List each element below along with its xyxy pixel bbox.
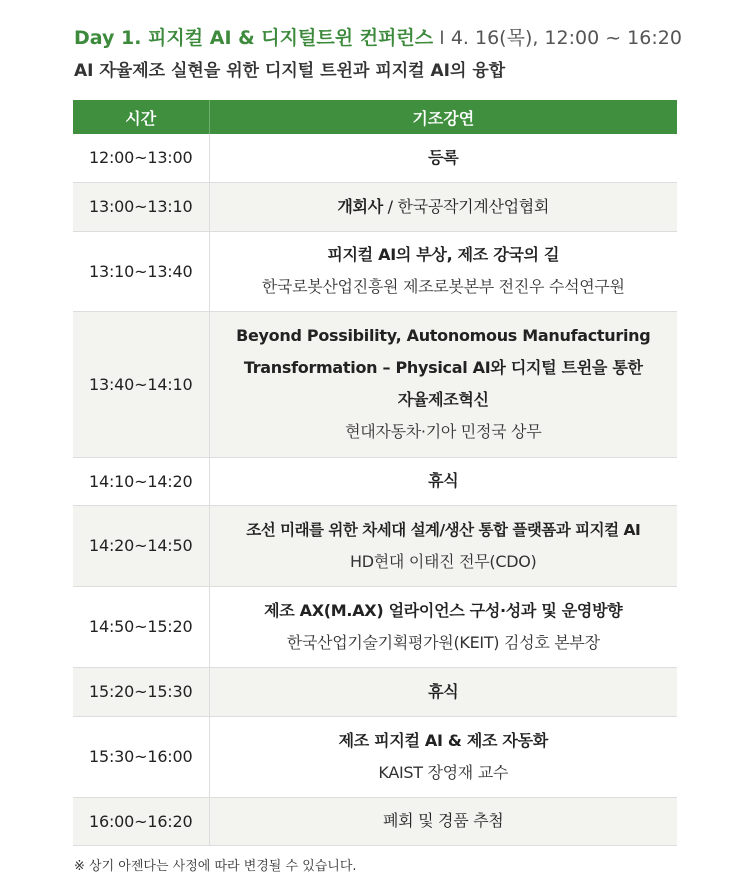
table-row: [73, 457, 677, 505]
table-row: [73, 231, 677, 311]
session-cell: [209, 505, 677, 586]
session-speaker: 한국산업기술기획평가원(KEIT) 김성호 본부장: [286, 632, 600, 652]
session-cell: [209, 311, 677, 457]
session-line: [210, 191, 678, 223]
time-cell: 15:20~15:30: [73, 667, 209, 716]
session-title: 등록: [428, 147, 459, 167]
time-cell: 14:10~14:20: [73, 457, 209, 505]
table-row: [73, 667, 677, 716]
time-cell: 15:30~16:00: [73, 716, 209, 797]
session-title: 제조 피지컬 AI & 제조 자동화: [338, 730, 548, 750]
session-speaker: HD현대 이태진 전무(CDO): [350, 551, 537, 571]
column-header-time: 시간: [73, 100, 209, 134]
time-cell: 12:00~13:00: [73, 134, 209, 182]
time-cell: 16:00~16:20: [73, 797, 209, 845]
session-title: 개회사: [337, 196, 383, 216]
session-cell: [209, 716, 677, 797]
session-cell: [209, 667, 677, 716]
session-cell: [209, 182, 677, 231]
time-cell: 13:10~13:40: [73, 231, 209, 311]
title-speaker-separator: /: [382, 196, 398, 216]
session-speaker: 현대자동차·기아 민정국 상무: [345, 422, 542, 441]
conference-title: [74, 24, 682, 52]
schedule-table: [73, 100, 677, 846]
table-row: [73, 797, 677, 845]
agenda-footnote: ※ 상기 아젠다는 사정에 따라 변경될 수 있습니다.: [74, 859, 357, 874]
session-title-line-1: Beyond Possibility, Autonomous Manufacturing: [236, 326, 651, 345]
time-cell: 13:40~14:10: [73, 311, 209, 457]
session-title: 휴식: [428, 681, 459, 701]
conference-subtitle: AI 자율제조 실현을 위한 디지털 트윈과 피지컬 AI의 융합: [74, 61, 506, 81]
session-cell: [209, 134, 677, 182]
table-row: [73, 716, 677, 797]
column-header-keynote: 기조강연: [209, 100, 677, 134]
title-separator: I: [439, 27, 445, 49]
session-title: 조선 미래를 위한 차세대 설계/생산 통합 플랫폼과 피지컬 AI: [246, 520, 641, 539]
session-title: 휴식: [428, 471, 459, 490]
time-cell: 13:00~13:10: [73, 182, 209, 231]
table-row: [73, 182, 677, 231]
session-title: 피지컬 AI의 부상, 제조 강국의 길: [327, 245, 560, 264]
session-title: 제조 AX(M.AX) 얼라이언스 구성·성과 및 운영방향: [264, 600, 623, 620]
table-row: [73, 586, 677, 667]
session-speaker: KAIST 장영재 교수: [378, 762, 509, 782]
table-header-row: [73, 100, 677, 134]
session-cell: [209, 457, 677, 505]
table-row: [73, 311, 677, 457]
table-row: [73, 505, 677, 586]
time-cell: 14:20~14:50: [73, 505, 209, 586]
day-title: Day 1. 피지컬 AI & 디지털트윈 컨퍼런스: [74, 27, 434, 49]
session-title: 폐회 및 경품 추첨: [383, 811, 504, 830]
time-cell: 14:50~15:20: [73, 586, 209, 667]
session-cell: [209, 586, 677, 667]
session-speaker: 한국로봇산업진흥원 제조로봇본부 전진우 수석연구원: [261, 277, 625, 296]
session-cell: [209, 231, 677, 311]
session-title-line-2: Transformation – Physical AI와 디지털 트윈을 통한: [243, 358, 643, 377]
session-speaker: 한국공작기계산업협회: [397, 196, 550, 216]
table-row: [73, 134, 677, 182]
event-date: 4. 16(목), 12:00 ~ 16:20: [450, 27, 682, 49]
session-title-line-3: 자율제조혁신: [397, 390, 489, 409]
session-cell: [209, 797, 677, 845]
